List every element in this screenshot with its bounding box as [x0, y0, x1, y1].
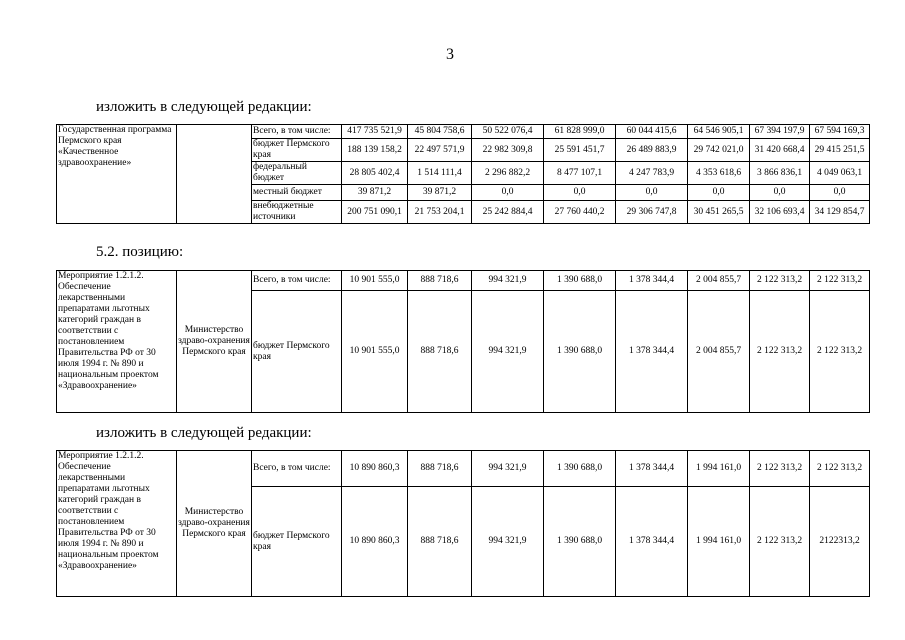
value-cell: 22 497 571,9: [408, 139, 472, 162]
measure-table-revised: [56, 450, 870, 597]
value-cell: 2 004 855,7: [688, 271, 750, 291]
executor-cell: Министерство здраво-охранения Пермского края: [177, 451, 252, 597]
program-table: [56, 124, 870, 224]
value-cell: 888 718,6: [408, 451, 472, 487]
value-cell: 2 122 313,2: [810, 451, 870, 487]
value-cell: 1 390 688,0: [544, 291, 616, 413]
value-cell: 1 390 688,0: [544, 271, 616, 291]
value-cell: 61 828 999,0: [544, 125, 616, 139]
value-cell: 32 106 693,4: [750, 201, 810, 224]
source-cell: Всего, в том числе:: [252, 451, 342, 487]
source-cell: местный бюджет: [252, 185, 342, 201]
value-cell: 2 296 882,2: [472, 162, 544, 185]
value-cell: 10 890 860,3: [342, 487, 408, 597]
value-cell: 39 871,2: [408, 185, 472, 201]
value-cell: 0,0: [810, 185, 870, 201]
measure-table-current: [56, 270, 870, 413]
value-cell: 2122313,2: [810, 487, 870, 597]
executor-cell: Министерство здраво-охранения Пермского края: [177, 271, 252, 413]
program-name-cell: Государственная программа Пермского края «Качественное здравоохранение»: [57, 125, 177, 224]
value-cell: 2 122 313,2: [810, 291, 870, 413]
value-cell: 1 390 688,0: [544, 487, 616, 597]
value-cell: 29 415 251,5: [810, 139, 870, 162]
value-cell: 1 378 344,4: [616, 271, 688, 291]
value-cell: 888 718,6: [408, 291, 472, 413]
value-cell: 29 306 747,8: [616, 201, 688, 224]
value-cell: 1 994 161,0: [688, 487, 750, 597]
value-cell: 30 451 265,5: [688, 201, 750, 224]
value-cell: 2 122 313,2: [750, 271, 810, 291]
value-cell: 34 129 854,7: [810, 201, 870, 224]
measure-name-cell: Мероприятие 1.2.1.2. Обеспечение лекарственными препаратами льготных категорий граждан в соответствии с постановлением Правительства РФ от 30 июля 1994 г. № 890 и национальным проектом «Здравоохранение»: [57, 451, 177, 597]
heading-revision-2: изложить в следующей редакции:: [96, 425, 312, 441]
value-cell: 27 760 440,2: [544, 201, 616, 224]
value-cell: 8 477 107,1: [544, 162, 616, 185]
source-cell: Всего, в том числе:: [252, 125, 342, 139]
table-row: [57, 125, 870, 139]
value-cell: 1 994 161,0: [688, 451, 750, 487]
value-cell: 0,0: [616, 185, 688, 201]
table-row: [57, 271, 870, 291]
value-cell: 3 866 836,1: [750, 162, 810, 185]
value-cell: 1 390 688,0: [544, 451, 616, 487]
source-cell: Всего, в том числе:: [252, 271, 342, 291]
value-cell: 2 122 313,2: [750, 487, 810, 597]
value-cell: 67 394 197,9: [750, 125, 810, 139]
heading-revision-1: изложить в следующей редакции:: [96, 99, 312, 115]
value-cell: 1 378 344,4: [616, 291, 688, 413]
value-cell: 188 139 158,2: [342, 139, 408, 162]
value-cell: 21 753 204,1: [408, 201, 472, 224]
source-cell: федеральный бюджет: [252, 162, 342, 185]
source-cell: бюджет Пермского края: [252, 139, 342, 162]
value-cell: 10 901 555,0: [342, 271, 408, 291]
executor-cell: [177, 125, 252, 224]
value-cell: 4 353 618,6: [688, 162, 750, 185]
value-cell: 0,0: [750, 185, 810, 201]
page-number: 3: [446, 46, 454, 63]
heading-position: 5.2. позицию:: [96, 244, 184, 260]
value-cell: 0,0: [688, 185, 750, 201]
value-cell: 25 242 884,4: [472, 201, 544, 224]
value-cell: 31 420 668,4: [750, 139, 810, 162]
value-cell: 0,0: [544, 185, 616, 201]
value-cell: 200 751 090,1: [342, 201, 408, 224]
value-cell: 28 805 402,4: [342, 162, 408, 185]
value-cell: 994 321,9: [472, 271, 544, 291]
value-cell: 994 321,9: [472, 291, 544, 413]
value-cell: 22 982 309,8: [472, 139, 544, 162]
source-cell: бюджет Пермского края: [252, 291, 342, 413]
value-cell: 1 378 344,4: [616, 451, 688, 487]
value-cell: 39 871,2: [342, 185, 408, 201]
value-cell: 0,0: [472, 185, 544, 201]
value-cell: 1 514 111,4: [408, 162, 472, 185]
table-row: [57, 451, 870, 487]
value-cell: 45 804 758,6: [408, 125, 472, 139]
value-cell: 2 122 313,2: [750, 291, 810, 413]
value-cell: 29 742 021,0: [688, 139, 750, 162]
value-cell: 4 049 063,1: [810, 162, 870, 185]
value-cell: 2 122 313,2: [810, 271, 870, 291]
value-cell: 1 378 344,4: [616, 487, 688, 597]
value-cell: 25 591 451,7: [544, 139, 616, 162]
value-cell: 4 247 783,9: [616, 162, 688, 185]
value-cell: 417 735 521,9: [342, 125, 408, 139]
value-cell: 994 321,9: [472, 451, 544, 487]
value-cell: 64 546 905,1: [688, 125, 750, 139]
value-cell: 26 489 883,9: [616, 139, 688, 162]
value-cell: 994 321,9: [472, 487, 544, 597]
value-cell: 888 718,6: [408, 487, 472, 597]
value-cell: 2 122 313,2: [750, 451, 810, 487]
value-cell: 10 890 860,3: [342, 451, 408, 487]
source-cell: бюджет Пермского края: [252, 487, 342, 597]
source-cell: внебюджетные источники: [252, 201, 342, 224]
value-cell: 2 004 855,7: [688, 291, 750, 413]
value-cell: 67 594 169,3: [810, 125, 870, 139]
value-cell: 50 522 076,4: [472, 125, 544, 139]
value-cell: 10 901 555,0: [342, 291, 408, 413]
measure-name-cell: Мероприятие 1.2.1.2. Обеспечение лекарственными препаратами льготных категорий граждан в соответствии с постановлением Правительства РФ от 30 июля 1994 г. № 890 и национальным проектом «Здравоохранение»: [57, 271, 177, 413]
value-cell: 888 718,6: [408, 271, 472, 291]
value-cell: 60 044 415,6: [616, 125, 688, 139]
